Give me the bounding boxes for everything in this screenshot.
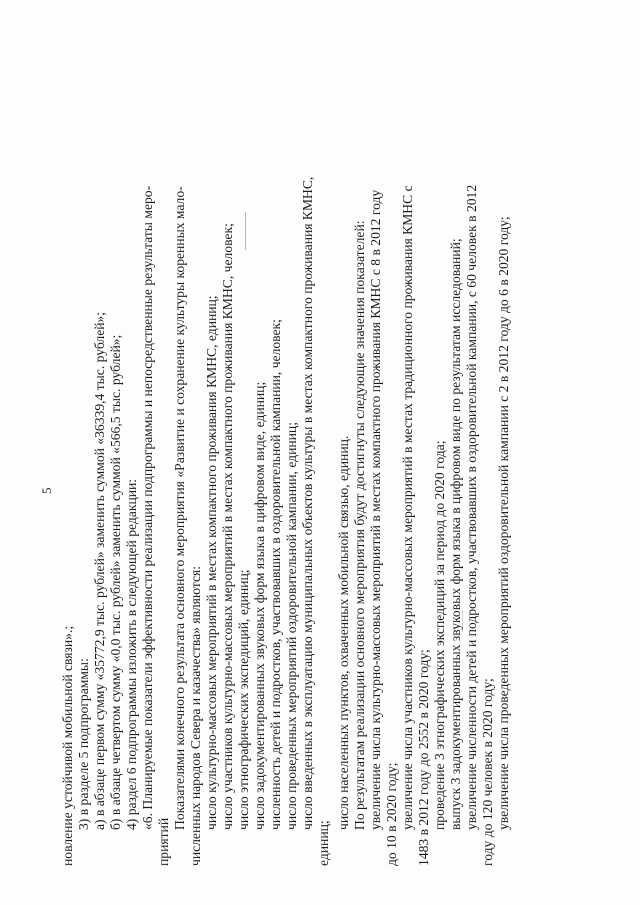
text-line: «6. Планируемые показатели эффективности реализации подпрограммы и непосредственные результаты меро- <box>140 185 155 830</box>
text-line: увеличение числа проведенных мероприятий оздоровительной кампании с 2 в 2012 году до 6 в 2020 году; <box>496 216 511 830</box>
text-line: увеличение числа участников культурно-массовых мероприятий в местах традиционного проживания КМНС с <box>400 185 415 830</box>
text-line: число задокументированных звуковых форм языка в цифровом виде, единиц; <box>252 381 267 830</box>
text-line: численных народов Севера и казачества» являются: <box>188 565 203 866</box>
text-line: проведение 3 этнографических экспедиций за период до 2020 года; <box>432 440 447 830</box>
text-line: Показателями конечного результата основного мероприятия «Развитие и сохранение культуры коренных мало- <box>172 186 187 830</box>
text-line: число введенных в эксплуатацию муниципальных объектов культуры в местах компактного проживания КМНС, <box>300 176 315 830</box>
text-line: единиц; <box>316 820 331 866</box>
text-line: приятий <box>156 817 171 866</box>
text-line: число населенных пунктов, охваченных мобильной связью, единиц. <box>336 435 351 830</box>
rotated-text-block <box>36 46 596 866</box>
text-line: до 10 в 2020 году; <box>384 762 399 866</box>
text-line: число этнографических экспедиций, единиц; <box>236 569 251 830</box>
text-line: число культурно-массовых мероприятий в местах компактного проживания КМНС, единиц; <box>204 295 219 830</box>
text-line: году до 120 человек в 2020 году; <box>480 678 495 866</box>
text-line: б) в абзаце четвертом сумму «0,0 тыс. рублей» заменить суммой «566,5 тыс. рублей»; <box>108 334 123 830</box>
text-line: выпуск 3 задокументированных звуковых форм языка в цифровом виде по результатам исследований; <box>448 238 463 830</box>
text-line: численность детей и подростков, участвовавших в оздоровительной кампании, человек; <box>268 319 283 830</box>
text-line: По результатам реализации основного мероприятия будут достигнуты следующие значения показателей: <box>352 220 367 830</box>
text-line: число участников культурно-массовых мероприятий в местах компактного проживания КМНС, человек; <box>220 223 235 830</box>
text-line: увеличение численности детей и подростков, участвовавших в оздоровительной кампании, с 60 человек в 2012 <box>464 184 479 830</box>
text-line: 1483 в 2012 году до 2552 в 2020 году; <box>416 649 431 866</box>
page-number: 5 <box>39 487 54 494</box>
text-line: 3) в разделе 5 подпрограммы: <box>76 658 91 830</box>
text-line: число проведенных мероприятий оздоровительной кампании, единиц; <box>284 422 299 830</box>
text-line: 4) раздел 6 подпрограммы изложить в следующей редакции: <box>124 478 139 830</box>
text-line: увеличение числа культурно-массовых мероприятий в местах компактного проживания КМНС с 8 в 2012 году <box>368 189 383 830</box>
text-line: новление устойчивой мобильной связи».; <box>60 625 75 866</box>
text-line: а) в абзаце первом сумму «35772,9 тыс. рублей» заменить суммой «36339,4 тыс. рублей»; <box>92 311 107 830</box>
